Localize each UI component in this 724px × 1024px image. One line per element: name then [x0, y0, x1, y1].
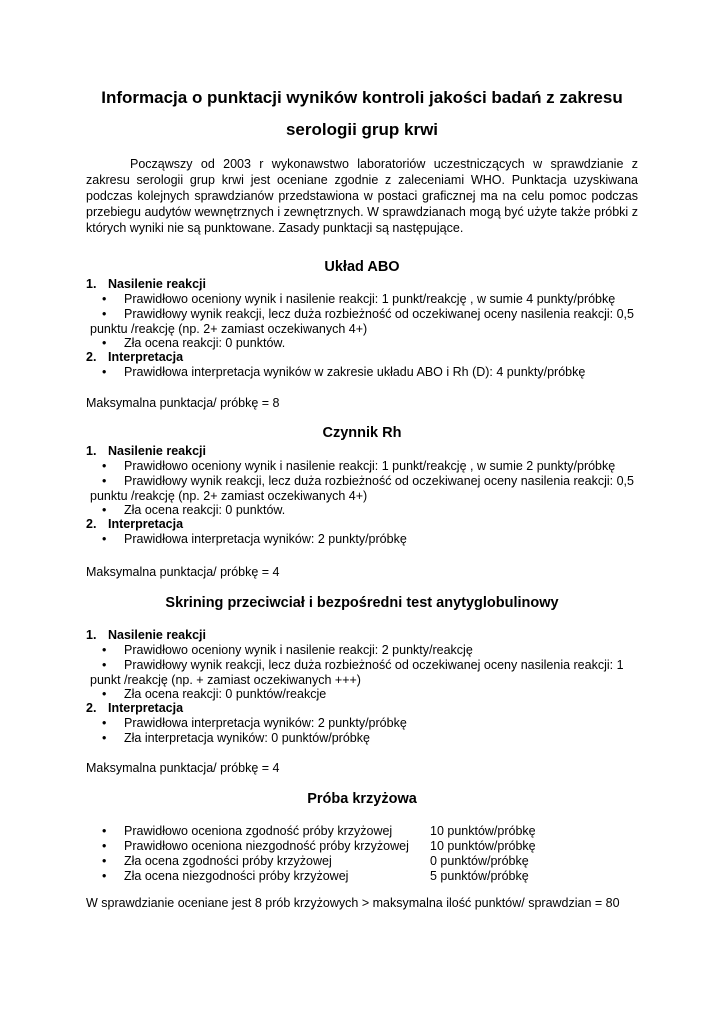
skrining-max-score: Maksymalna punktacja/ próbkę = 4 [86, 761, 280, 775]
rh-subsection-2-number: 2. [86, 517, 97, 531]
cross-row [102, 839, 552, 854]
abo-bullet-2-continuation: punktu /reakcję (np. 2+ zamiast oczekiwanych 4+) [90, 322, 368, 336]
rh-subsection-1-title: Nasilenie reakcji [108, 444, 206, 458]
abo-subsection-2-number: 2. [86, 350, 97, 364]
rh-bullet-2-text: Prawidłowy wynik reakcji, lecz duża rozbieżność od oczekiwanej oceny nasilenia reakcji: 0,5 [124, 474, 634, 488]
abo-bullet-2-text: Prawidłowy wynik reakcji, lecz duża rozbieżność od oczekiwanej oceny nasilenia reakcji: 0,5 [124, 307, 634, 321]
bullet-icon: • [102, 824, 107, 838]
page-title-line-2: serologii grup krwi [285, 120, 439, 139]
rh-max-score: Maksymalna punktacja/ próbkę = 4 [86, 565, 280, 579]
bullet-icon: • [102, 307, 107, 321]
abo-bullet-3-text: Zła ocena reakcji: 0 punktów. [124, 336, 286, 350]
skrining-bullet-3-text: Zła ocena reakcji: 0 punktów/reakcje [124, 687, 327, 701]
bullet-icon: • [102, 839, 107, 853]
cross-summary: W sprawdzianie oceniane jest 8 prób krzyżowych > maksymalna ilość punktów/ sprawdzian = 80 [86, 896, 620, 910]
bullet-icon: • [102, 869, 107, 883]
bullet-icon: • [102, 731, 107, 745]
bullet-icon: • [102, 658, 107, 672]
bullet-icon: • [102, 854, 107, 868]
cross-row-points: 10 punktów/próbkę [430, 824, 536, 838]
abo-subsection-2-title: Interpretacja [108, 350, 184, 364]
skrining-subsection-2-number: 2. [86, 701, 97, 715]
cross-row [102, 854, 552, 869]
rh-bullet-4-text: Prawidłowa interpretacja wyników: 2 punkty/próbkę [124, 532, 407, 546]
rh-subsection-1-number: 1. [86, 444, 97, 458]
section-heading-abo: Układ ABO [324, 259, 400, 275]
intro-paragraph [86, 156, 638, 236]
cross-row-label: Zła ocena zgodności próby krzyżowej [124, 854, 332, 868]
section-heading-cross: Próba krzyżowa [307, 791, 417, 807]
skrining-bullet-1-text: Prawidłowo oceniony wynik i nasilenie reakcji: 2 punkty/reakcję [124, 643, 473, 657]
section-heading-rh: Czynnik Rh [322, 425, 402, 441]
bullet-icon: • [102, 643, 107, 657]
cross-row-points: 10 punktów/próbkę [430, 839, 536, 853]
skrining-subsection-1-number: 1. [86, 628, 97, 642]
abo-subsection-1-number: 1. [86, 277, 97, 291]
bullet-icon: • [102, 336, 107, 350]
cross-row-label: Zła ocena niezgodności próby krzyżowej [124, 869, 349, 883]
abo-subsection-1-title: Nasilenie reakcji [108, 277, 206, 291]
bullet-icon: • [102, 532, 107, 546]
bullet-icon: • [102, 503, 107, 517]
skrining-bullet-4-text: Prawidłowa interpretacja wyników: 2 punkty/próbkę [124, 716, 407, 730]
skrining-subsection-2-title: Interpretacja [108, 701, 184, 715]
cross-row-label: Prawidłowo oceniona niezgodność próby krzyżowej [124, 839, 409, 853]
bullet-icon: • [102, 687, 107, 701]
cross-row [102, 824, 552, 839]
abo-bullet-4-text: Prawidłowa interpretacja wyników w zakresie układu ABO i Rh (D): 4 punkty/próbkę [124, 365, 586, 379]
cross-row-points: 5 punktów/próbkę [430, 869, 529, 883]
rh-subsection-2-title: Interpretacja [108, 517, 184, 531]
abo-bullet-1-text: Prawidłowo oceniony wynik i nasilenie reakcji: 1 punkt/reakcję , w sumie 4 punkty/próbkę [124, 292, 616, 306]
intro-text: Począwszy od 2003 r wykonawstwo laboratoriów uczestniczących w sprawdzianie z zakresu serologii grup krwi jest oceniane zgodnie z zaleceniami WHO. Punktacja uzyskiwana podczas kolejnych sprawdzianów przedstawiona w postaci graficznej ma na celu pomoc podczas przebiegu audytów wewnętrznych i zewnętrznych. W sprawdzianach mogą być użyte także próbki z których wyniki nie są punktowane. Zasady punktacji są następujące. [86, 157, 638, 235]
cross-row [102, 869, 552, 884]
skrining-subsection-1-title: Nasilenie reakcji [108, 628, 206, 642]
page-title-line-1: Informacja o punktacji wyników kontroli jakości badań z zakresu [101, 88, 623, 107]
section-heading-skrining: Skrining przeciwciał i bezpośredni test anytyglobulinowy [165, 595, 559, 611]
skrining-bullet-2-text: Prawidłowy wynik reakcji, lecz duża rozbieżność od oczekiwanej oceny nasilenia reakcji: 1 [124, 658, 624, 672]
bullet-icon: • [102, 292, 107, 306]
skrining-bullet-2-continuation: punkt /reakcję (np. + zamiast oczekiwanych +++) [90, 673, 361, 687]
rh-bullet-2-continuation: punktu /reakcję (np. 2+ zamiast oczekiwanych 4+) [90, 489, 368, 503]
bullet-icon: • [102, 365, 107, 379]
skrining-bullet-5-text: Zła interpretacja wyników: 0 punktów/próbkę [124, 731, 370, 745]
bullet-icon: • [102, 716, 107, 730]
rh-bullet-3-text: Zła ocena reakcji: 0 punktów. [124, 503, 286, 517]
rh-bullet-1-text: Prawidłowo oceniony wynik i nasilenie reakcji: 1 punkt/reakcję , w sumie 2 punkty/próbkę [124, 459, 616, 473]
cross-row-label: Prawidłowo oceniona zgodność próby krzyżowej [124, 824, 393, 838]
bullet-icon: • [102, 474, 107, 488]
bullet-icon: • [102, 459, 107, 473]
cross-row-points: 0 punktów/próbkę [430, 854, 529, 868]
abo-max-score: Maksymalna punktacja/ próbkę = 8 [86, 396, 280, 410]
